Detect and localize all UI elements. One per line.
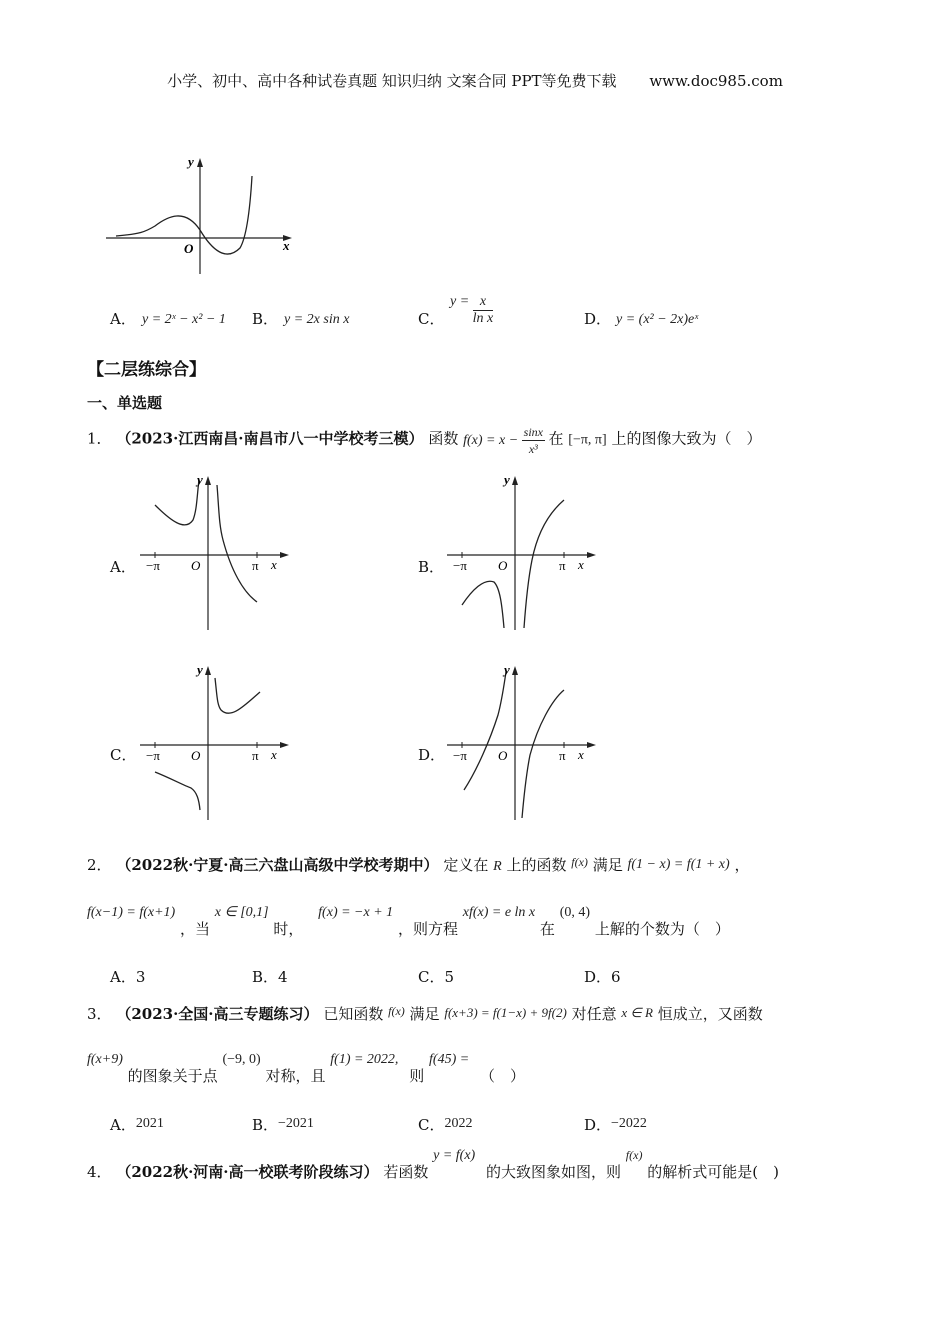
q3-number: 3． — [87, 1005, 112, 1023]
q1-c-pi: π — [252, 748, 259, 763]
q3-option-b[interactable] — [252, 1114, 314, 1135]
prev-option-c-lhs: y = — [450, 294, 470, 309]
q2-text6: ，则方程 — [397, 920, 458, 938]
header-site: www.doc985.com — [649, 72, 783, 90]
top-graph-origin: O — [184, 241, 194, 256]
q3-option-d[interactable] — [584, 1114, 647, 1135]
q2-option-d-label: D． — [584, 968, 612, 986]
q3-option-a-label: A． — [110, 1116, 136, 1134]
top-graph-x: x — [283, 238, 290, 253]
q1-a-pi: π — [252, 558, 259, 573]
q3-option-c-value: 2022 — [444, 1116, 473, 1131]
question-1 — [87, 424, 761, 458]
q3-text2: 满足 — [409, 1005, 440, 1023]
q3-option-c-label: C． — [418, 1116, 445, 1134]
question-3-line-2 — [87, 1052, 525, 1086]
q2-option-d-value: 6 — [611, 968, 621, 986]
q1-graph-d[interactable] — [442, 660, 602, 825]
q3-option-b-label: B． — [252, 1116, 279, 1134]
q1-c-y: y — [197, 662, 203, 677]
q2-text4: ，当 — [179, 920, 210, 938]
question-4 — [87, 1148, 779, 1182]
q1-text2: 在 — [548, 429, 564, 448]
q1-source: （2023·江西南昌·南昌市八一中学校考三模） — [116, 429, 424, 448]
q3-option-d-value: −2022 — [611, 1116, 647, 1131]
q2-set-r: R — [493, 859, 502, 874]
q2-option-b-label: B． — [252, 968, 279, 986]
q1-d-o: O — [498, 748, 508, 763]
q3-point: (−9, 0) — [222, 1052, 261, 1067]
q2-option-c-value: 5 — [444, 968, 455, 986]
q1-fraction — [522, 424, 545, 457]
q1-a-x: x — [271, 557, 277, 572]
prev-option-c-label: C． — [418, 310, 445, 328]
q1-f-num: sinx — [523, 425, 543, 439]
q2-option-d[interactable] — [584, 966, 621, 987]
q2-option-a[interactable] — [110, 966, 145, 987]
q1-c-o: O — [191, 748, 201, 763]
q3-text6: 对称，且 — [265, 1067, 326, 1085]
q3-option-b-value: −2021 — [278, 1116, 314, 1131]
q3-text5: 的图象关于点 — [127, 1067, 218, 1085]
prev-option-a-label: A． — [110, 310, 136, 328]
section-title: 【二层练综合】 — [87, 360, 206, 380]
q2-text1: 定义在 — [443, 856, 489, 874]
prev-option-b-formula[interactable]: y = 2x sin x — [284, 312, 350, 327]
q2-option-b-value: 4 — [278, 968, 288, 986]
q3-f1: f(1) = 2022, — [330, 1052, 399, 1067]
q2-option-c[interactable] — [418, 966, 454, 987]
q3-text1: 已知函数 — [323, 1005, 384, 1023]
q1-a-negpi: −π — [146, 558, 160, 573]
q2-cond1: f(1 − x) = f(1 + x) — [627, 857, 730, 872]
q1-a-o: O — [191, 558, 201, 573]
prev-option-d-label: D． — [584, 310, 612, 328]
q3-cond1: f(x+3) = f(1−x) + 9f(2) — [444, 1005, 567, 1020]
question-2-line-1 — [87, 854, 749, 875]
question-2-line-2 — [87, 904, 730, 938]
q3-option-a-value: 2021 — [135, 1116, 164, 1131]
q4-yfx: y = f(x) — [433, 1148, 476, 1163]
q2-number: 2． — [87, 856, 112, 874]
top-graph-y: y — [188, 154, 194, 169]
q1-b-y: y — [504, 472, 510, 487]
q3-fx: f(x) — [388, 1004, 405, 1018]
prev-option-c-num: x — [473, 294, 494, 311]
q3-text3: 对任意 — [571, 1005, 617, 1023]
q1-a-y: y — [197, 472, 203, 487]
prev-option-c-fraction — [473, 294, 494, 327]
q1-function — [463, 425, 548, 456]
q2-fx: f(x) — [571, 855, 588, 869]
q1-text1: 函数 — [428, 429, 459, 448]
q1-option-c-label[interactable]: C． — [110, 746, 137, 764]
q2-equation: xf(x) = e ln x — [462, 905, 536, 920]
q1-b-negpi: −π — [453, 558, 467, 573]
q1-b-x: x — [578, 557, 584, 572]
q1-b-pi: π — [559, 558, 566, 573]
q1-graph-a[interactable] — [135, 470, 295, 635]
q2-option-a-value: 3 — [135, 968, 146, 986]
q1-b-o: O — [498, 558, 508, 573]
q4-number: 4． — [87, 1163, 112, 1181]
q2-interval: (0, 4) — [559, 905, 591, 920]
q3-option-d-label: D． — [584, 1116, 612, 1134]
q3-source: （2023·全国·高三专题练习） — [116, 1005, 319, 1023]
question-3-line-1 — [87, 1003, 763, 1024]
page-header — [0, 70, 950, 91]
q3-option-c[interactable] — [418, 1114, 472, 1135]
q4-source: （2022秋·河南·高一校联考阶段练习） — [116, 1163, 379, 1181]
prev-option-b-label: B． — [252, 310, 279, 328]
q3-f45: f(45) = — [429, 1052, 470, 1067]
q1-d-pi: π — [559, 748, 566, 763]
q3-text7: 则 — [409, 1067, 425, 1085]
subsection-title: 一、单选题 — [87, 394, 163, 412]
q3-text4: 恒成立，又函数 — [657, 1005, 763, 1023]
q2-text8: 上解的个数为（ ） — [594, 920, 730, 938]
prev-option-a-formula[interactable]: y = 2ˣ − x² − 1 — [142, 312, 226, 327]
q1-graph-c[interactable] — [135, 660, 295, 825]
q1-c-x: x — [271, 747, 277, 762]
top-graph — [100, 150, 300, 280]
q1-f-den: x³ — [528, 442, 538, 456]
prev-option-d-formula[interactable]: y = (x² − 2x)eˣ — [616, 312, 699, 327]
q1-d-y: y — [504, 662, 510, 677]
q2-domain: x ∈ [0,1] — [214, 905, 269, 920]
q1-interval: [−π, π] — [568, 432, 607, 448]
q1-number: 1． — [87, 429, 112, 448]
q1-d-x: x — [578, 747, 584, 762]
q2-option-b[interactable] — [252, 966, 288, 987]
q2-source: （2022秋·宁夏·高三六盘山高级中学校考期中） — [116, 856, 439, 874]
q1-text3: 上的图像大致为（ ） — [611, 429, 762, 448]
q1-option-a-label[interactable]: A． — [110, 558, 136, 576]
q1-option-d-label[interactable]: D． — [418, 746, 446, 764]
q2-text3: 满足 — [592, 856, 623, 874]
q3-option-a[interactable] — [110, 1114, 164, 1135]
q2-option-c-label: C． — [418, 968, 445, 986]
q1-graph-b[interactable] — [442, 470, 602, 635]
q2-comma: ， — [734, 856, 750, 874]
q1-option-b-label[interactable]: B． — [418, 558, 445, 576]
q3-paren: （ ） — [479, 1067, 525, 1085]
q3-fx9: f(x+9) — [87, 1052, 123, 1067]
q1-d-negpi: −π — [453, 748, 467, 763]
prev-option-c-formula[interactable] — [450, 294, 493, 327]
q4-text1: 若函数 — [383, 1163, 429, 1181]
q2-cond3: f(x) = −x + 1 — [318, 905, 394, 920]
q2-text2: 上的函数 — [506, 856, 567, 874]
q3-domain: x ∈ R — [621, 1005, 653, 1020]
q1-c-negpi: −π — [146, 748, 160, 763]
q4-text2: 的大致图象如图，则 — [485, 1163, 621, 1181]
q4-text3: 的解析式可能是( ) — [647, 1163, 779, 1181]
header-text: 小学、初中、高中各种试卷真题 知识归纳 文案合同 PPT等免费下载 — [167, 72, 617, 90]
q2-text5: 时， — [273, 920, 304, 938]
q4-fx: f(x) — [625, 1148, 643, 1162]
q2-option-a-label: A． — [110, 968, 136, 986]
prev-option-c-den: ln x — [472, 311, 494, 326]
q1-f-lhs: f(x) = x − — [463, 432, 519, 448]
q2-text7: 在 — [539, 920, 555, 938]
q2-cond2: f(x−1) = f(x+1) — [87, 905, 176, 920]
